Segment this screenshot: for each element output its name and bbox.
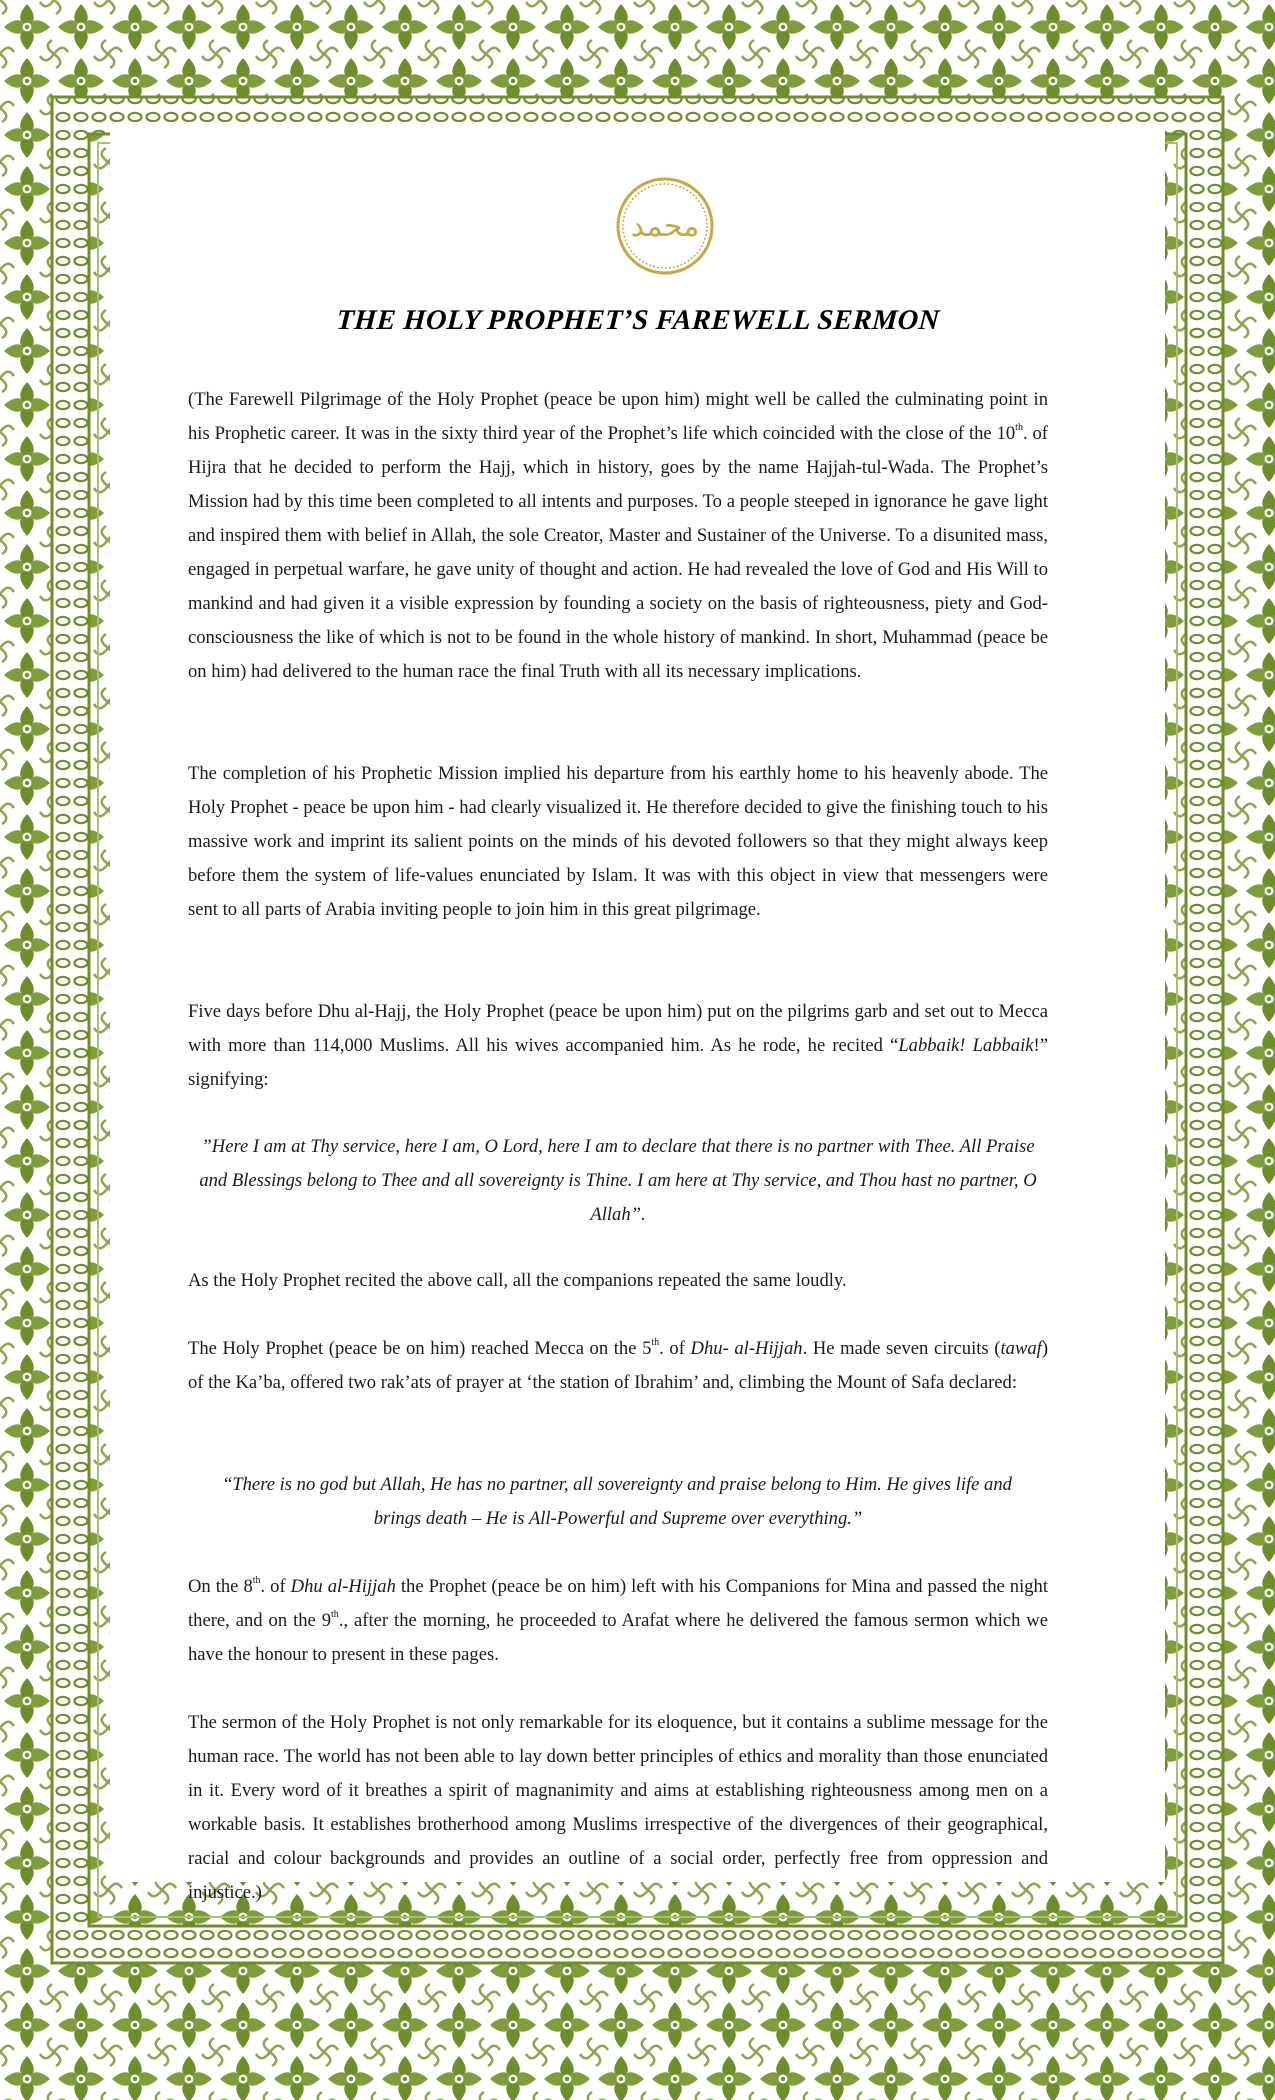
paragraph-completion: The completion of his Prophetic Mission implied his departure from his earthly home to his heavenly abode. The Holy Prophet - peace be upon him - had clearly visualized it. He therefore decided to give the finishing touch to his massive work and imprint its salient points on the minds of his devoted followers so that they might always keep before them the system of life-values enunciated by Islam. It was with this object in view that messengers were sent to all parts of Arabia inviting people to join him in this great pilgrimage.: [188, 763, 1048, 920]
paragraph-companions: As the Holy Prophet recited the above call, all the companions repeated the same loudly.: [188, 1270, 847, 1291]
paragraph-pilgrimage: Five days before Dhu al-Hajj, the Holy Prophet (peace be upon him) put on the pilgrims garb and set out to Mecca with more than 114,000 Muslims. All his wives accompanied him. As he rode, he recited “Labbaik! Labbaik!” signifying:: [188, 1001, 1048, 1090]
paragraph-arafat: On the 8th. of Dhu al-Hijjah the Prophet (peace be on him) left with his Companions for Mina and passed the night there, and on the 9th., after the morning, he proceeded to Arafat where he delivered the famous sermon which we have the honour to present in these pages.: [188, 1575, 1048, 1665]
seal-glyph: محمد: [630, 209, 700, 244]
paragraph-sermon: The sermon of the Holy Prophet is not only remarkable for its eloquence, but it contains a sublime message for the human race. The world has not been able to lay down better principles of ethics and morality than those enunciated in it. Every word of it breathes a spirit of magnanimity and aims at establishing righteousness among men on a workable basis. It establishes brotherhood among Muslims irrespective of the divergences of their geographical, racial and colour backgrounds and provides an outline of a social order, perfectly free from oppression and injustice.): [188, 1712, 1048, 1903]
page-title: THE HOLY PROPHET’S FAREWELL SERMON: [335, 305, 941, 336]
calligraphy-seal-icon: [615, 176, 715, 276]
paragraph-mecca: The Holy Prophet (peace be on him) reached Mecca on the 5th. of Dhu- al-Hijjah. He made seven circuits (tawaf) of the Ka’ba, offered two rak’ats of prayer at ‘the station of Ibrahim’ and, climbing the Mount of Safa declared:: [188, 1337, 1049, 1393]
quote-safa: “There is no god but Allah, He has no partner, all sovereignty and praise belong to Him. He gives life and brings death – He is All-Powerful and Supreme over everything.”: [224, 1474, 1012, 1529]
quote-labbaik: ”Here I am at Thy service, here I am, O Lord, here I am to declare that there is no partner with Thee. All Praise and Blessings belong to Thee and all sovereignty is Thine. I am here at Thy service, and Thou hast no partner, O Allah”.: [199, 1136, 1037, 1225]
paragraph-intro: (The Farewell Pilgrimage of the Holy Prophet (peace be upon him) might well be called the culminating point in his Prophetic career. It was in the sixty third year of the Prophet’s life which coincided with the close of the 10th. of Hijra that he decided to perform the Hajj, which in history, goes by the name Hajjah-tul-Wada. The Prophet’s Mission had by this time been completed to all intents and purposes. To a people steeped in ignorance he gave light and inspired them with belief in Allah, the sole Creator, Master and Sustainer of the Universe. To a disunited mass, engaged in perpetual warfare, he gave unity of thought and action. He had revealed the love of God and His Will to mankind and had given it a visible expression by founding a society on the basis of righteousness, piety and God-consciousness the like of which is not to be found in the whole history of mankind. In short, Muhammad (peace be on him) had delivered to the human race the final Truth with all its necessary implications.: [188, 389, 1048, 682]
